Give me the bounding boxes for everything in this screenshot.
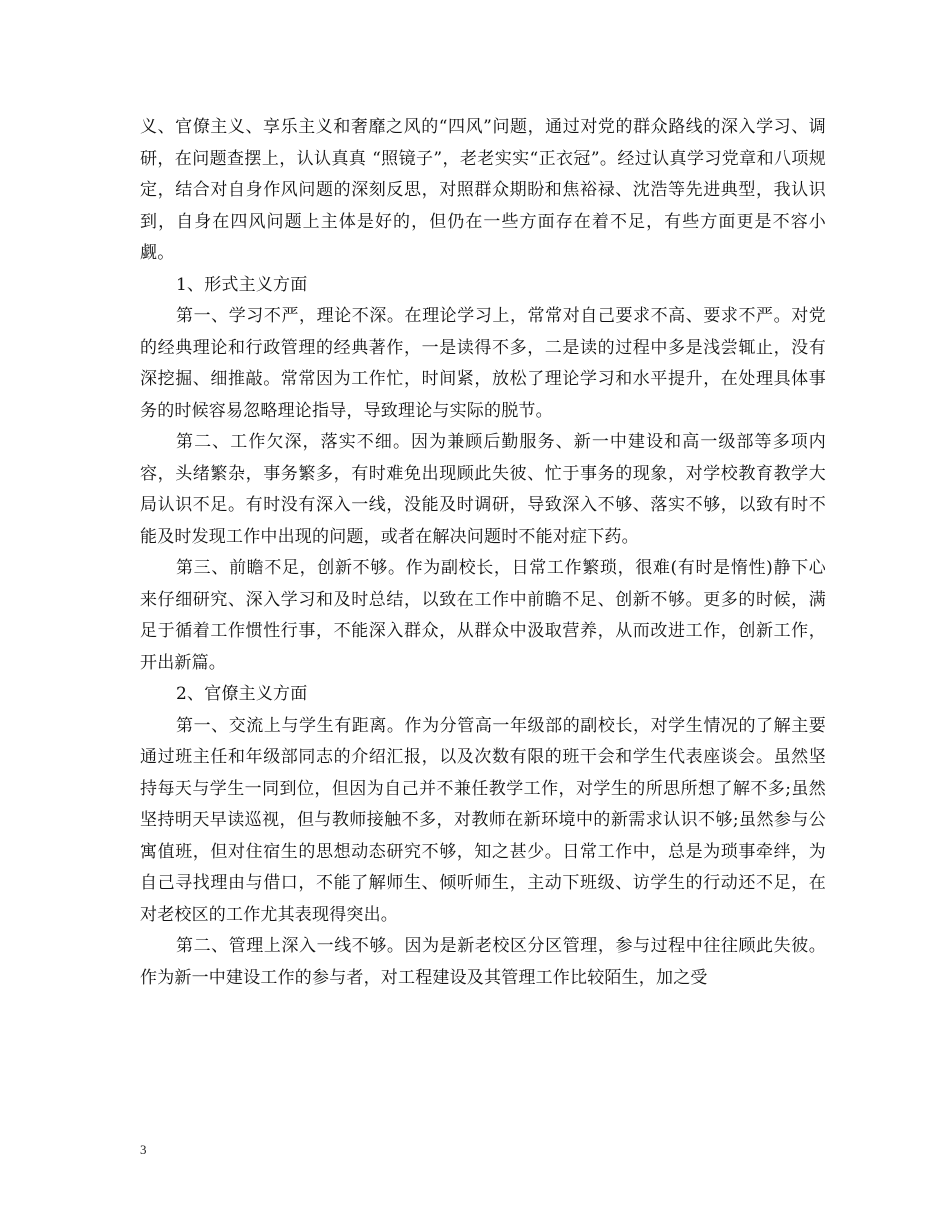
paragraph-formalism-second: 第二、工作欠深，落实不细。因为兼顾后勤服务、新一中建设和高一级部等多项内容，头绪繁杂，事务繁多，有时难免出现顾此失彼、忙于事务的现象，对学校教育教学大局认识不足。有时没有深入一线，没能及时调研，导致深入不够、落实不够，以致有时不能及时发现工作中出现的问题，或者在解决问题时不能对症下药。 — [140, 432, 826, 547]
paragraph-bureaucratism-second: 第二、管理上深入一线不够。因为是新老校区分区管理，参与过程中往往顾此失彼。作为新一中建设工作的参与者，对工程建设及其管理工作比较陌生，加之受 — [140, 936, 826, 988]
paragraph-formalism-first: 第一、学习不严，理论不深。在理论学习上，常常对自己要求不高、要求不严。对党的经典理论和行政管理的经典著作，一是读得不多，二是读的过程中多是浅尝辄止，没有深挖掘、细推敲。常常因为工作忙，时间紧，放松了理论学习和水平提升，在处理具体事务的时候容易忽略理论指导，导致理论与实际的脱节。 — [140, 306, 826, 421]
paragraph-formalism-third: 第三、前瞻不足，创新不够。作为副校长，日常工作繁琐，很难(有时是惰性)静下心来仔细研究、深入学习和及时总结，以致在工作中前瞻不足、创新不够。更多的时候，满足于循着工作惯性行事，不能深入群众，从群众中汲取营养，从而改进工作，创新工作，开出新篇。 — [140, 558, 826, 673]
section-heading-formalism: 1、形式主义方面 — [176, 274, 308, 295]
section-heading-bureaucratism: 2、官僚主义方面 — [176, 684, 308, 704]
paragraph-intro-continuation: 义、官僚主义、享乐主义和奢靡之风的“四风”问题，通过对党的群众路线的深入学习、调研，在问题查摆上，认认真真 “照镜子”，老老实实“正衣冠”。经过认真学习党章和八项规定，结合对自身作风问题的深刻反思，对照群众期盼和焦裕禄、沈浩等先进典型，我认识到，自身在四风问题上主体是好的，但仍在一些方面存在着不足，有些方面更是不容小觑。 — [140, 117, 826, 263]
page-number: 3 — [140, 1142, 147, 1157]
document-body — [140, 112, 826, 994]
paragraph-bureaucratism-first: 第一、交流上与学生有距离。作为分管高一年级部的副校长，对学生情况的了解主要通过班主任和年级部同志的介绍汇报，以及次数有限的班干会和学生代表座谈会。虽然坚持每天与学生一同到位，但因为自己并不兼任教学工作，对学生的所思所想了解不多;虽然坚持明天早读巡视，但与教师接触不多，对教师在新环境中的新需求认识不够;虽然参与公寓值班，但对住宿生的思想动态研究不够，知之甚少。日常工作中，总是为琐事牵绊，为自己寻找理由与借口，不能了解师生、倾听师生，主动下班级、访学生的行动还不足，在对老校区的工作尤其表现得突出。 — [140, 715, 826, 925]
